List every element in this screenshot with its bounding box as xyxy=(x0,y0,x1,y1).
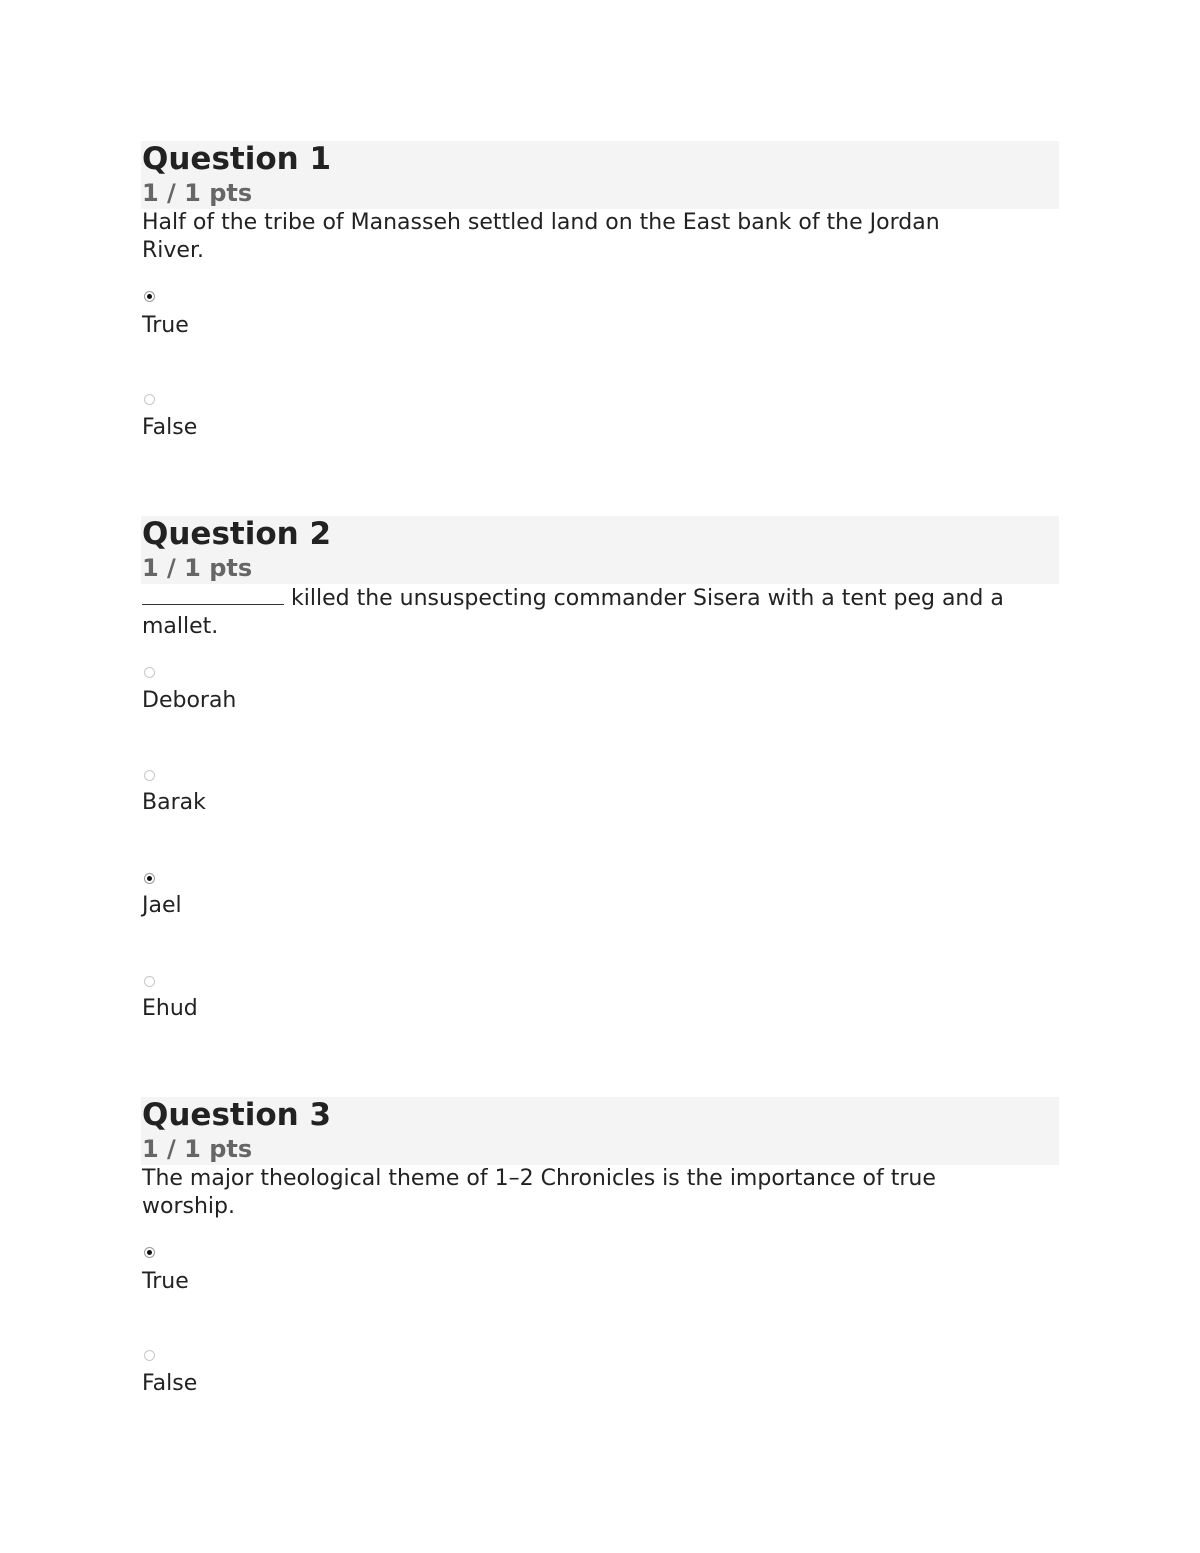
answer-options xyxy=(141,1231,1059,1437)
answer-option-deborah[interactable] xyxy=(141,651,1059,754)
question-text-fragment: killed the unsuspecting commander Sisera with a tent peg and a xyxy=(284,586,1004,611)
question-points: 1 / 1 pts xyxy=(142,179,253,207)
question-text-line: The major theological theme of 1–2 Chronicles is the importance of true xyxy=(142,1166,936,1191)
option-label: Ehud xyxy=(142,996,198,1021)
question-text-line: Half of the tribe of Manasseh settled land on the East bank of the Jordan xyxy=(142,210,940,235)
question-header xyxy=(141,516,1059,584)
answer-option-jael[interactable] xyxy=(141,857,1059,960)
radio-unselected-icon[interactable] xyxy=(144,667,155,678)
option-label: True xyxy=(142,313,189,338)
option-label: True xyxy=(142,1269,189,1294)
question-header xyxy=(141,1097,1059,1165)
question-2 xyxy=(141,516,1059,1063)
option-label: Jael xyxy=(142,893,182,918)
radio-unselected-icon[interactable] xyxy=(144,770,155,781)
answer-option-barak[interactable] xyxy=(141,754,1059,857)
radio-selected-icon[interactable] xyxy=(144,1247,155,1258)
question-text-line: River. xyxy=(142,238,204,263)
option-label: False xyxy=(142,1371,198,1396)
question-1 xyxy=(141,141,1059,481)
answer-option-ehud[interactable] xyxy=(141,960,1059,1063)
radio-selected-icon[interactable] xyxy=(144,291,155,302)
question-points: 1 / 1 pts xyxy=(142,554,253,582)
question-text-line: mallet. xyxy=(142,614,219,639)
question-text-line xyxy=(142,584,1059,613)
radio-unselected-icon[interactable] xyxy=(144,1350,155,1361)
fill-in-blank xyxy=(142,584,284,605)
answer-option-false[interactable] xyxy=(141,378,1059,481)
question-text xyxy=(141,209,1059,265)
answer-option-false[interactable] xyxy=(141,1334,1059,1437)
option-label: False xyxy=(142,415,198,440)
question-text-line: worship. xyxy=(142,1194,235,1219)
answer-options xyxy=(141,275,1059,481)
question-title: Question 3 xyxy=(142,1097,332,1133)
question-title: Question 2 xyxy=(142,516,332,552)
question-text xyxy=(141,584,1059,641)
option-label: Barak xyxy=(142,790,206,815)
radio-unselected-icon[interactable] xyxy=(144,394,155,405)
answer-options xyxy=(141,651,1059,1063)
answer-option-true[interactable] xyxy=(141,275,1059,378)
question-points: 1 / 1 pts xyxy=(142,1135,253,1163)
question-header xyxy=(141,141,1059,209)
question-text xyxy=(141,1165,1059,1221)
question-title: Question 1 xyxy=(142,141,332,177)
radio-selected-icon[interactable] xyxy=(144,873,155,884)
question-3 xyxy=(141,1097,1059,1437)
radio-unselected-icon[interactable] xyxy=(144,976,155,987)
option-label: Deborah xyxy=(142,688,237,713)
answer-option-true[interactable] xyxy=(141,1231,1059,1334)
